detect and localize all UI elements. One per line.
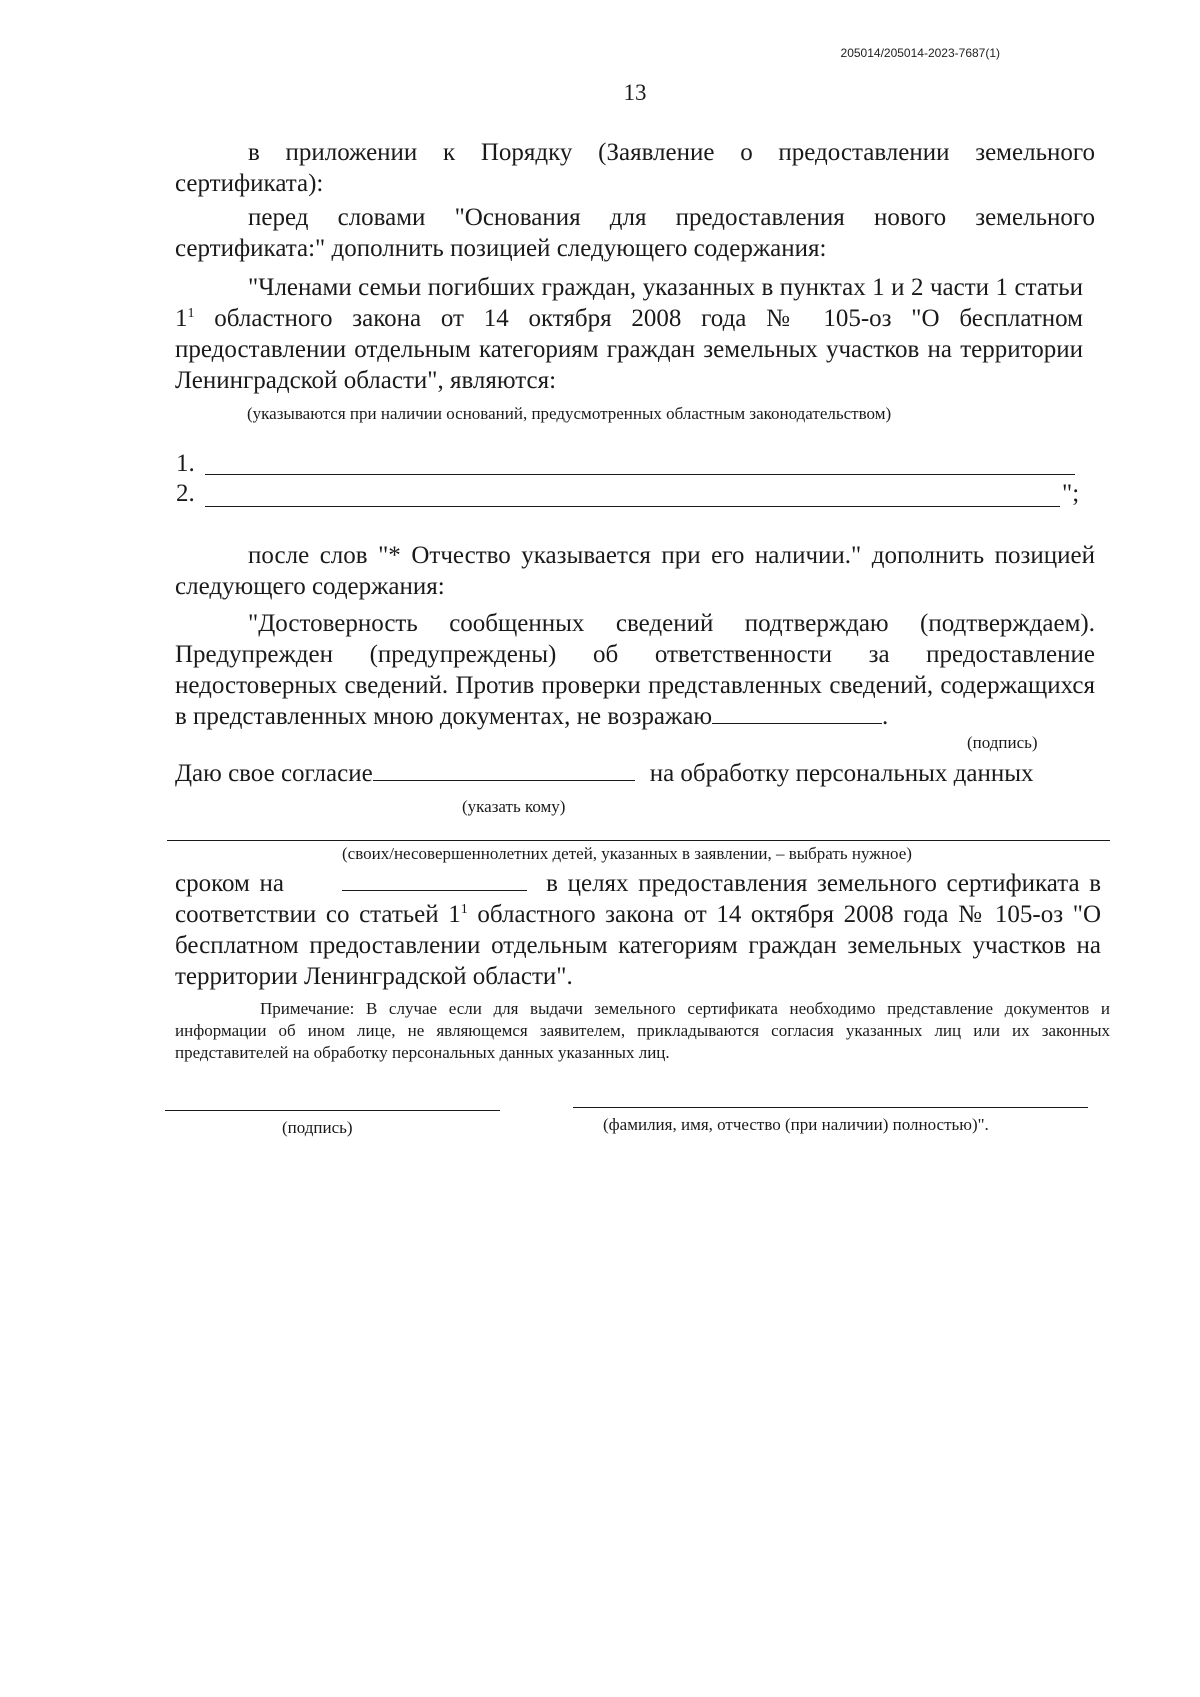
superscript: 1 <box>460 902 468 917</box>
term-blank <box>342 868 527 891</box>
term-text-end: областного закона от 14 октября 2008 года № 105-оз "О бесплатном предоставлении отдельным категориям граждан земельных участков на территории Ленинградской области". <box>175 901 1101 990</box>
caption-signature-2: (подпись) <box>282 1118 353 1137</box>
term-text-start: сроком на <box>175 870 284 897</box>
caption-full-name: (фамилия, имя, отчество (при наличии) полностью)". <box>603 1115 989 1134</box>
full-name-line <box>573 1107 1088 1108</box>
consent-text-end: на обработку персональных данных <box>649 760 1034 787</box>
term-text-mid: в целях предоставления земельного сертификата в соответствии со статьей 1 <box>175 870 1102 928</box>
blank-line-1 <box>205 474 1075 475</box>
page-number: 13 <box>623 80 647 105</box>
family-text-start: "Членами семьи погибших граждан, указанных в пунктах 1 и 2 части 1 статьи 1 <box>175 274 1083 332</box>
document-id: 205014/205014-2023-7687(1) <box>840 46 1000 60</box>
signature-line-2 <box>165 1110 500 1111</box>
item-2-closing-quote: "; <box>1062 480 1080 507</box>
consent-line <box>175 758 1085 789</box>
note: Примечание: В случае если для выдачи земельного сертификата необходимо представление документов и информации об ином лице, не являющемся заявителем, прикладываются согласия указанных лиц или их законных представителей на обработку персональных данных указанных лиц. <box>175 999 1110 1062</box>
paragraph-before-words: перед словами "Основания для предоставления нового земельного сертификата:" дополнить позицией следующего содержания: <box>175 204 1095 262</box>
paragraph-after-words: после слов "* Отчество указывается при его наличии." дополнить позицией следующего содержания: <box>175 542 1095 600</box>
blank-line-2 <box>205 506 1060 507</box>
paragraph-accuracy <box>175 608 1095 732</box>
paragraph-intro <box>175 137 1095 264</box>
paragraph-term <box>175 868 1101 992</box>
caption-signature-1: (подпись) <box>967 733 1038 752</box>
caption-whom: (указать кому) <box>462 797 566 816</box>
item-number-2: 2. <box>176 480 195 507</box>
accuracy-period: . <box>882 703 889 730</box>
paragraph-appendix: в приложении к Порядку (Заявление о предоставлении земельного сертификата): <box>175 139 1095 197</box>
accuracy-text: "Достоверность сообщенных сведений подтверждаю (подтверждаем). Предупрежден (предупреждены) об ответственности за предоставление недостоверных сведений. Против проверки представленных сведений, содержащихся в представленных мною документах, не возражаю <box>175 610 1095 730</box>
consent-whom-blank <box>373 758 635 781</box>
consent-text-start: Даю свое согласие <box>175 760 373 787</box>
family-text-end: областного закона от 14 октября 2008 года № 105-оз "О бесплатном предоставлении отдельным категориям граждан земельных участков на территории Ленинградской области", являются: <box>175 305 1083 394</box>
signature-blank-1 <box>712 701 882 724</box>
caption-basis: (указываются при наличии оснований, предусмотренных областным законодательством) <box>247 404 892 423</box>
whose-data-line <box>167 840 1110 841</box>
caption-whose-data: (своих/несовершеннолетних детей, указанных в заявлении, – выбрать нужное) <box>342 844 912 863</box>
item-number-1: 1. <box>176 450 195 477</box>
superscript: 1 <box>187 306 195 321</box>
paragraph-family-members <box>175 272 1083 396</box>
